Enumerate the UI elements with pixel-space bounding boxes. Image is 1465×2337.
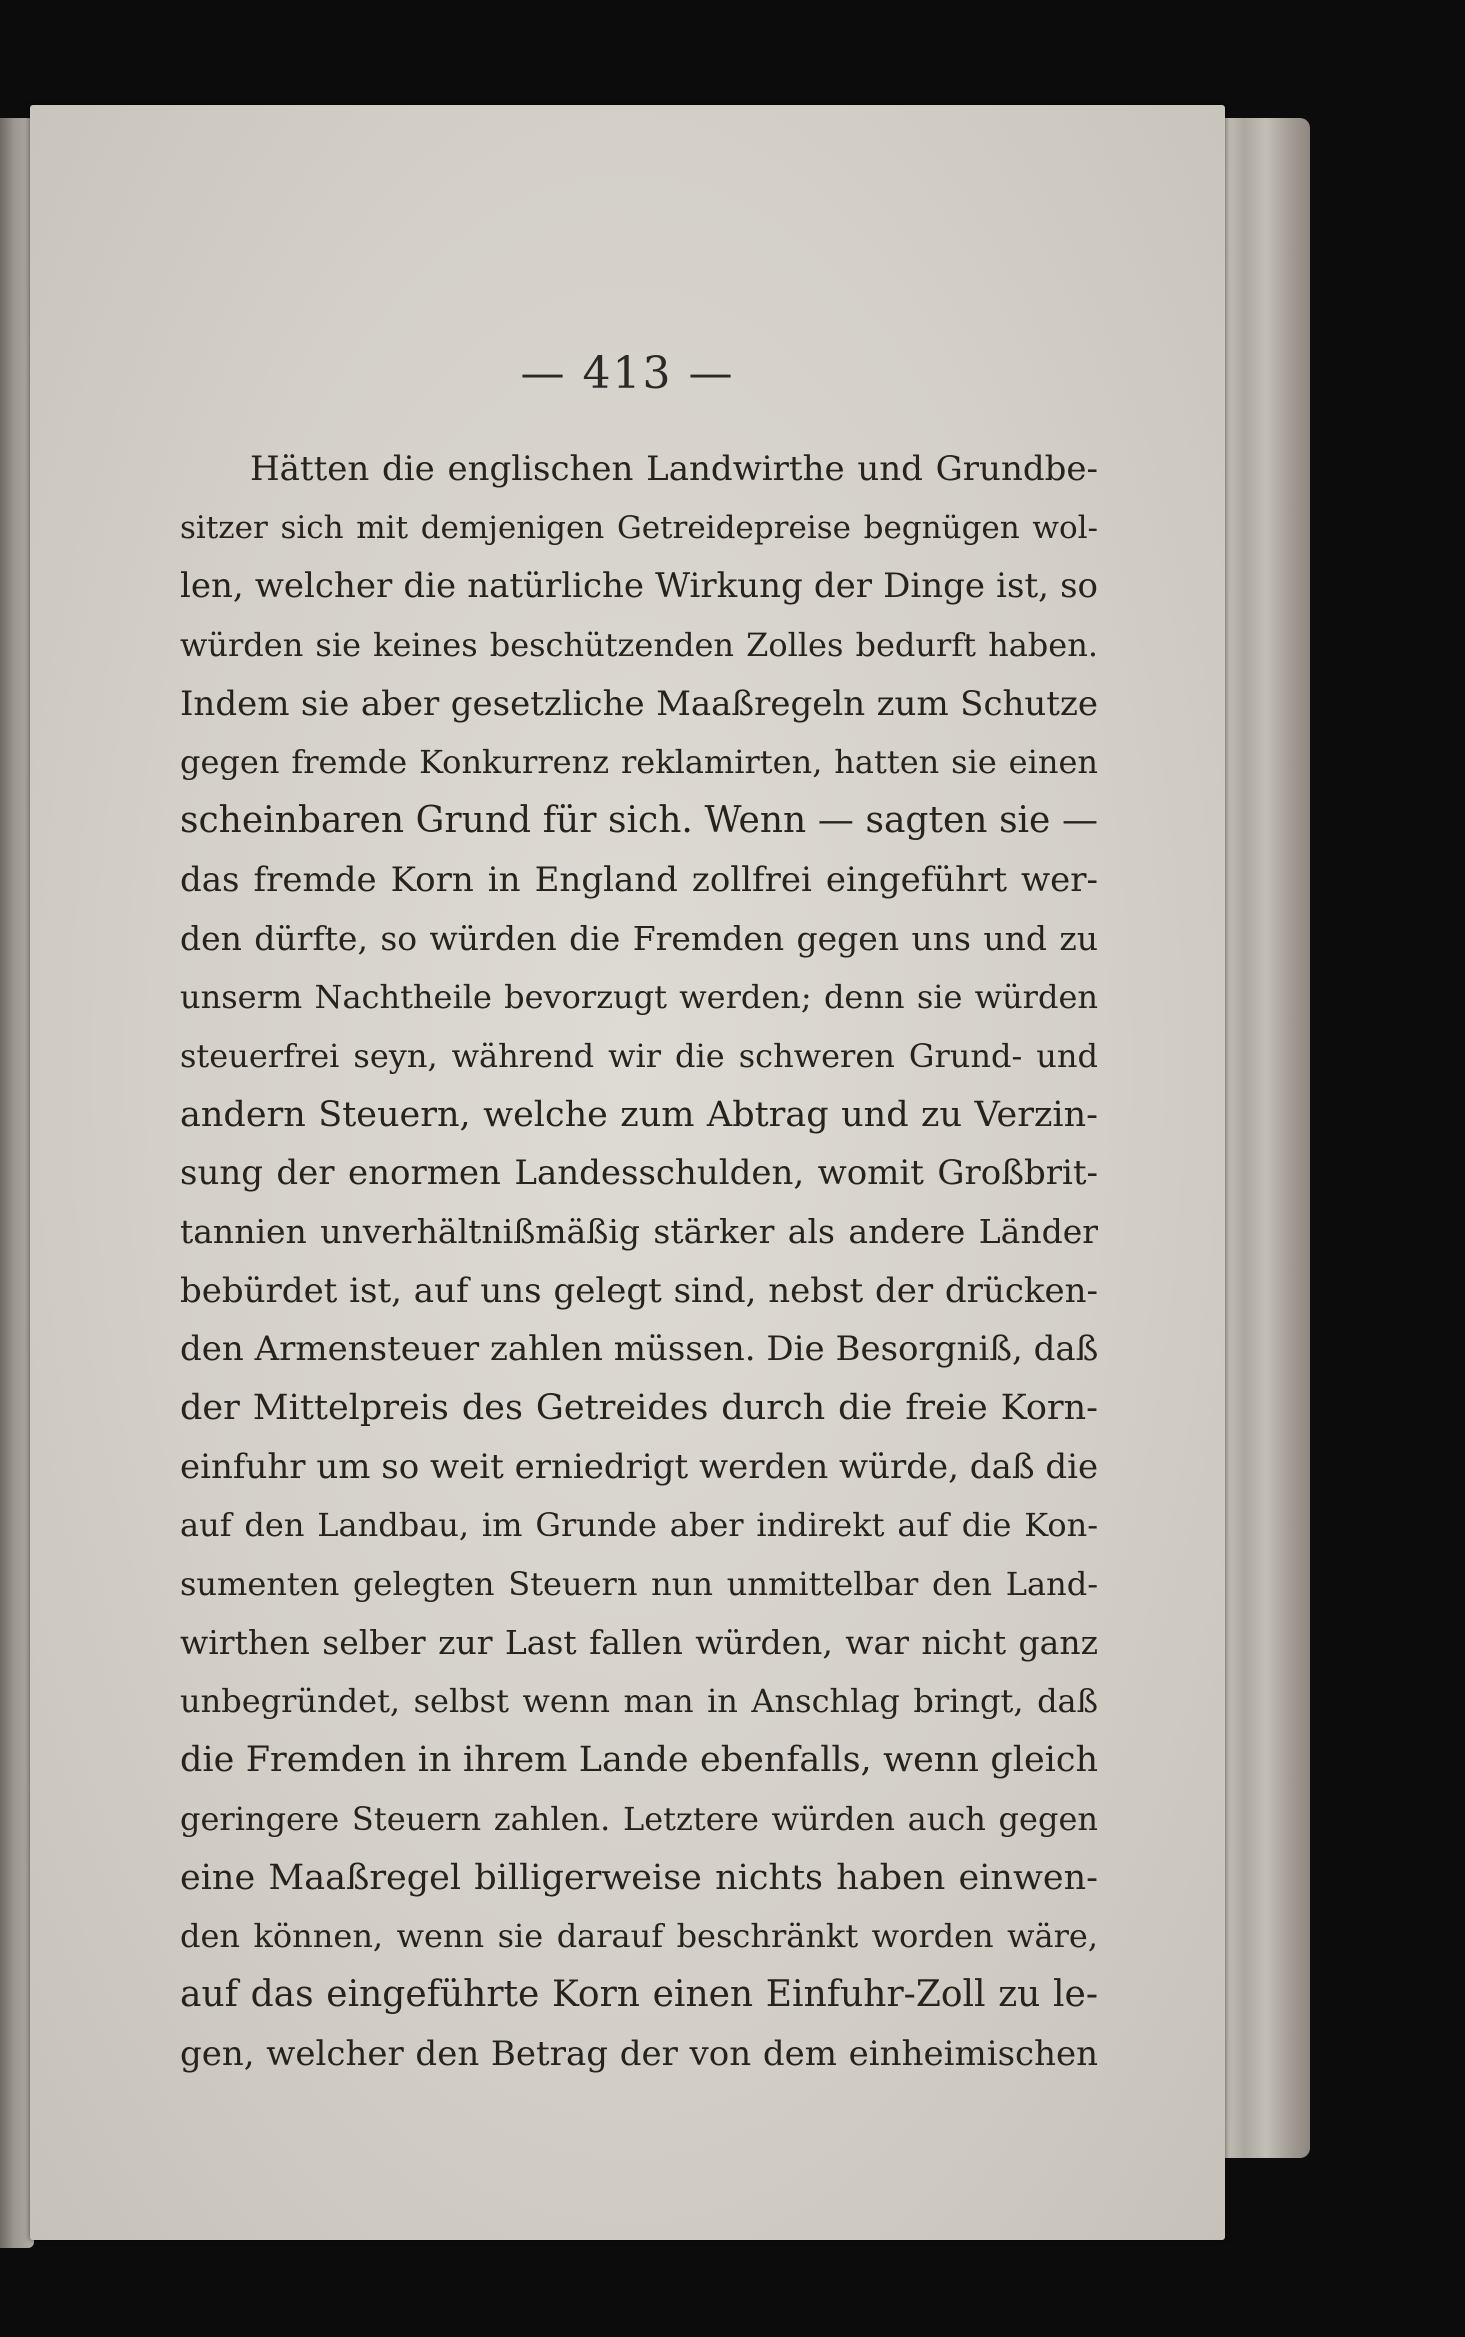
text-line: unbegründet, selbst wenn man in Anschlag bringt, daß	[180, 1682, 1098, 1721]
text-line: auf das eingeführte Korn einen Einfuhr-Zoll zu le-	[180, 1973, 1098, 2015]
text-line: sitzer sich mit demjenigen Getreidepreise begnügen wol-	[180, 509, 1098, 546]
text-line: unserm Nachtheile bevorzugt werden; denn sie würden	[180, 978, 1098, 1017]
text-line: die Fremden in ihrem Lande ebenfalls, wenn gleich	[180, 1740, 1098, 1781]
text-line: geringere Steuern zahlen. Letztere würden auch gegen	[180, 1799, 1098, 1838]
text-line: steuerfrei seyn, während wir die schweren Grund- und	[180, 1036, 1098, 1075]
text-line: len, welcher die natürliche Wirkung der Dinge ist, so	[180, 566, 1098, 607]
text-line: Hätten die englischen Landwirthe und Grundbe-	[250, 449, 1098, 489]
text-line: Indem sie aber gesetzliche Maaßregeln zum Schutze	[180, 683, 1098, 724]
page-number: — 413 —	[520, 348, 735, 399]
text-line: auf den Landbau, im Grunde aber indirekt auf die Kon-	[180, 1506, 1098, 1545]
text-line: der Mittelpreis des Getreides durch die freie Korn-	[180, 1388, 1098, 1428]
text-line: wirthen selber zur Last fallen würden, war nicht ganz	[180, 1622, 1098, 1662]
text-line: den Armensteuer zahlen müssen. Die Besorgniß, daß	[180, 1329, 1098, 1370]
text-line: das fremde Korn in England zollfrei eingeführt wer-	[180, 859, 1098, 900]
text-line: bebürdet ist, auf uns gelegt sind, nebst der drücken-	[180, 1270, 1098, 1311]
text-line: eine Maaßregel billigerweise nichts haben einwen-	[180, 1857, 1098, 1898]
text-line: einfuhr um so weit erniedrigt werden würde, daß die	[180, 1446, 1098, 1487]
text-line: gegen fremde Konkurrenz reklamirten, hatten sie einen	[180, 743, 1098, 782]
text-line: tannien unverhältnißmäßig stärker als andere Länder	[180, 1211, 1098, 1251]
text-line: gen, welcher den Betrag der von dem einheimischen	[180, 2033, 1098, 2074]
body-text	[180, 440, 1098, 2083]
text-line: den dürfte, so würden die Fremden gegen uns und zu	[180, 918, 1098, 958]
text-line: sumenten gelegten Steuern nun unmittelbar den Land-	[180, 1565, 1098, 1604]
text-line: sung der enormen Landesschulden, womit Großbrit-	[180, 1153, 1098, 1194]
text-line: würden sie keines beschützenden Zolles bedurft haben.	[180, 626, 1098, 665]
text-line: den können, wenn sie darauf beschränkt worden wäre,	[180, 1917, 1098, 1956]
book-page	[30, 105, 1225, 2240]
text-line: andern Steuern, welche zum Abtrag und zu Verzin-	[180, 1094, 1098, 1135]
text-line: scheinbaren Grund für sich. Wenn — sagten sie —	[180, 800, 1098, 842]
previous-page-edge	[0, 118, 34, 2248]
